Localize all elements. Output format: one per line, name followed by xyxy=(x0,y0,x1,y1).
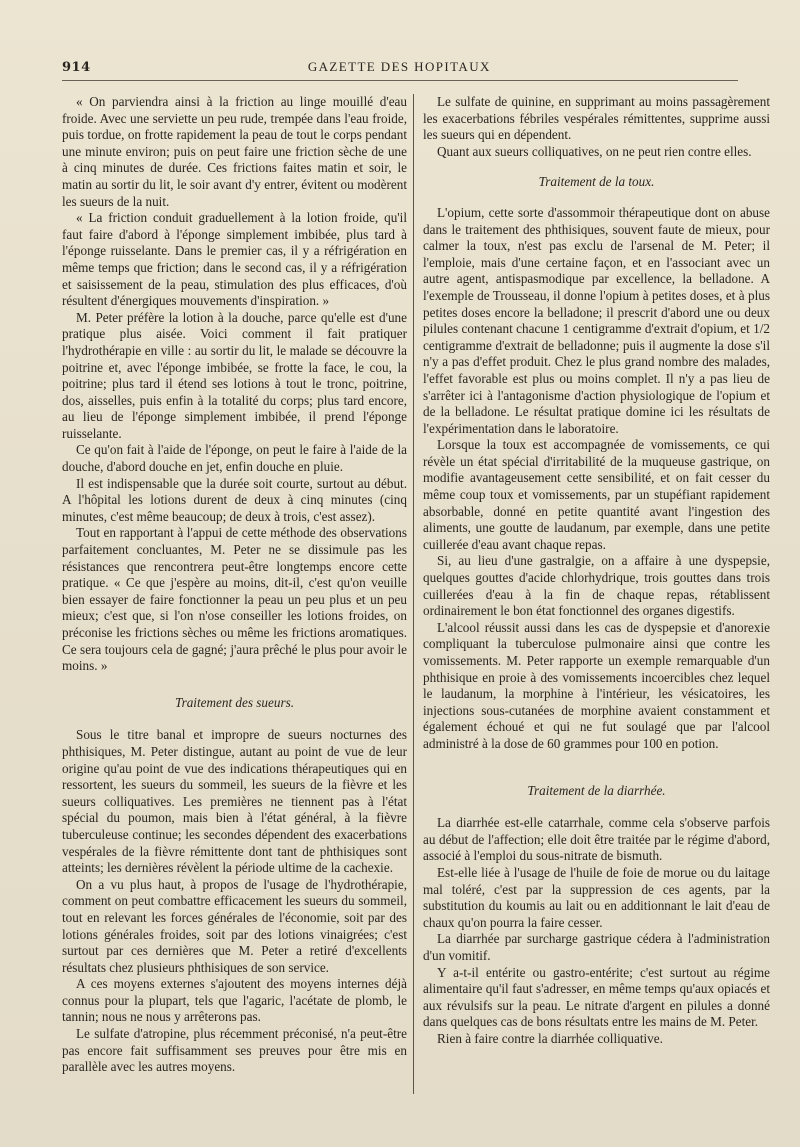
paragraph: A ces moyens externes s'ajoutent des moyens internes déjà connus pour la plupart, tels que l'agaric, l'acétate de plomb, le tannin; nous ne nous y arrêterons pas. xyxy=(62,976,407,1025)
paragraph: M. Peter préfère la lotion à la douche, parce qu'elle est d'une pratique plus aisée. Voici comment il fait pratiquer l'hydrothérapie en ville : au sortir du lit, le malade se découvre la poitrine et, avec l'éponge imbibée, se frotte la face, le cou, la poitrine; plus tard il étend ses lotions à tout le tronc, poitrine, dos, aisselles, puis enfin à la totalité du corps; plus tard encore, au lieu de l'éponge simplement imbibée, il prend l'éponge ruisselante. xyxy=(62,309,407,441)
journal-title: GAZETTE DES HOPITAUX xyxy=(307,59,491,74)
section-heading: Traitement de la toux. xyxy=(538,174,655,190)
paragraph: Rien à faire contre la diarrhée colliquative. xyxy=(437,1030,663,1046)
section-heading: Traitement de la diarrhée. xyxy=(527,782,666,798)
paragraph: Quant aux sueurs colliquatives, on ne peut rien contre elles. xyxy=(437,143,752,159)
paragraph: Lorsque la toux est accompagnée de vomissements, ce qui révèle un état spécial d'irritabilité de la muqueuse gastrique, on modifie avantageusement cette sensibilité, et on fait cesser du même coup toux et vomissements, par un stupéfiant rapidement absorbable, donné en petite quantité avant l'ingestion des aliments, une goutte de laudanum, par exemple, dans une petite cuillerée d'eau avant chaque repas. xyxy=(423,437,770,552)
section-heading: Traitement des sueurs. xyxy=(174,694,295,710)
paragraph: Sous le titre banal et impropre de sueurs nocturnes des phthisiques, M. Peter distingue, autant au point de vue de leur origine qu'au point de vue des indications thérapeutiques qui en ressortent, les sueurs du sommeil, les sueurs de la fièvre et les sueurs colliquatives. Les premières ne tiennent pas à l'état spécial du poumon, mais bien à l'état général, à la fièvre tuberculeuse continue; les secondes dépendent des exacerbations vespérales de la fièvre rémittente dont tant de phthisiques sont atteints; les dernières révèlent la période ultime de la cachexie. xyxy=(62,727,407,876)
paragraph: Si, au lieu d'une gastralgie, on a affaire à une dyspepsie, quelques gouttes d'acide chlorhydrique, trois gouttes dans trois cuillerées d'eau à la fin de chaque repas, rétablissent ordinairement le bon état fonctionnel des organes digestifs. xyxy=(423,553,770,619)
paragraph: Tout en rapportant à l'appui de cette méthode des observations parfaitement concluantes, M. Peter ne se dissimule pas les résistances que rencontrera peut-être longtemps encore cette pratique. « Ce que j'espère au moins, dit-il, c'est qu'on veuille bien essayer de faire fonctionner la peau un peu plus et un peu mieux; c'est que, si l'on n'ose conseiller les lotions froides, on préconise les frictions sèches ou même les frictions aromatiques. Ce sera toujours cela de gagné; j'aura prêché le plus pour avoir le moins. » xyxy=(62,525,407,674)
right-column xyxy=(423,94,770,1047)
paragraph: Y a-t-il entérite ou gastro-entérite; c'est surtout au régime alimentaire qu'il faut s'adresser, en même temps qu'aux opiacés et aux révulsifs sur la peau. Le nitrate d'argent en pilules a donné dans quelques cas de bons résultats entre les mains de M. Peter. xyxy=(423,964,770,1030)
paragraph: L'opium, cette sorte d'assommoir thérapeutique dont on abuse dans le traitement des phthisiques, souvent faute de mieux, pour calmer la toux, n'est pas exclu de l'arsenal de M. Peter; il l'emploie, mais d'une certaine façon, et en l'associant avec un autre agent, antispasmodique par excellence, la belladone. A l'exemple de Trousseau, il donne l'opium à petites doses, et à plus petites doses encore la belladone; il prescrit d'abord une ou deux pilules contenant chacune 1 centigramme d'extrait d'opium, et 1/2 centigramme d'extrait de belladonne; puis il augmente la dose s'il n'y a pas d'effet produit. Chez le plus grand nombre des malades, l'effet favorable est plus ou moins complet. Il n'y a pas lieu de s'arrêter ici à l'antagonisme d'action physiologique de l'opium et de la belladone. Le résultat pratique domine ici les résultats de l'expérimentation dans le laboratoire. xyxy=(423,204,770,436)
paragraph: Il est indispensable que la durée soit courte, surtout au début. A l'hôpital les lotions durent de deux à cinq minutes (cinq minutes, c'est même beaucoup; de deux à trois, c'est assez). xyxy=(62,475,407,524)
left-column xyxy=(62,94,407,1076)
page-number: 914 xyxy=(62,59,91,75)
page-header xyxy=(62,54,738,81)
paragraph: L'alcool réussit aussi dans les cas de dyspepsie et d'anorexie compliquant la tuberculose pulmonaire ainsi que contre les vomissements. M. Peter rapporte un exemple remarquable d'un phthisique en proie à des vomissements incoercibles chez lequel le laudanum, la morphine à l'intérieur, les vésicatoires, les injections sous-cutanées de morphine avaient constamment et également échoué et qui ne fut soulagé que par l'alcool administré à la dose de 60 grammes pour 100 en potion. xyxy=(423,619,770,751)
column-divider xyxy=(413,94,414,1094)
paragraph: Le sulfate de quinine, en supprimant au moins passagèrement les exacerbations fébriles vespérales rémittentes, supprime aussi les sueurs qui en dépendent. xyxy=(423,94,770,143)
paragraph: « On parviendra ainsi à la friction au linge mouillé d'eau froide. Avec une serviette un peu rude, trempée dans l'eau froide, puis tordue, on frotte rapidement la peau de tout le corps pendant une minute environ; puis on peut faire une friction sèche de une à cinq minutes de durée. Ces frictions faites matin et soir, le matin au sortir du lit, le soir avant d'y entrer, évitent ou modèrent les sueurs de la nuit. xyxy=(62,94,407,209)
paragraph: « La friction conduit graduellement à la lotion froide, qu'il faut faire d'abord à l'éponge simplement imbibée, plus tard à l'éponge ruisselante. Dans le premier cas, il y a réfrigération en même temps que friction; dans le second cas, il y a réfrigération et saisissement de la peau, stimulation des plus efficaces, d'où résultent d'énergiques mouvements d'inspiration. » xyxy=(62,210,407,309)
paragraph: Est-elle liée à l'usage de l'huile de foie de morue ou du laitage mal toléré, c'est par la suppression de ces agents, par la substitution du koumis au lait ou en additionnant le lait d'eau de chaux qu'on pourra la faire cesser. xyxy=(423,864,770,930)
paragraph: Ce qu'on fait à l'aide de l'éponge, on peut le faire à l'aide de la douche, d'abord douche en jet, enfin douche en pluie. xyxy=(62,442,407,475)
paragraph: Le sulfate d'atropine, plus récemment préconisé, n'a peut-être pas encore fait suffisamment ses preuves pour être mis en parallèle avec les autres moyens. xyxy=(62,1026,407,1075)
paragraph: On a vu plus haut, à propos de l'usage de l'hydrothérapie, comment on peut combattre efficacement les sueurs du sommeil, tout en relevant les forces générales de l'économie, soit par des lotions générales froides, soit par des lotions vinaigrées; c'est surtout par ces dernières que M. Peter a retiré d'excellents résultats chez plusieurs phthisiques de son service. xyxy=(62,876,407,975)
paragraph: La diarrhée est-elle catarrhale, comme cela s'observe parfois au début de l'affection; elle doit être traitée par le régime d'abord, associé à l'emploi du sous-nitrate de bismuth. xyxy=(423,815,770,864)
paragraph: La diarrhée par surcharge gastrique cédera à l'administration d'un vomitif. xyxy=(423,931,770,963)
